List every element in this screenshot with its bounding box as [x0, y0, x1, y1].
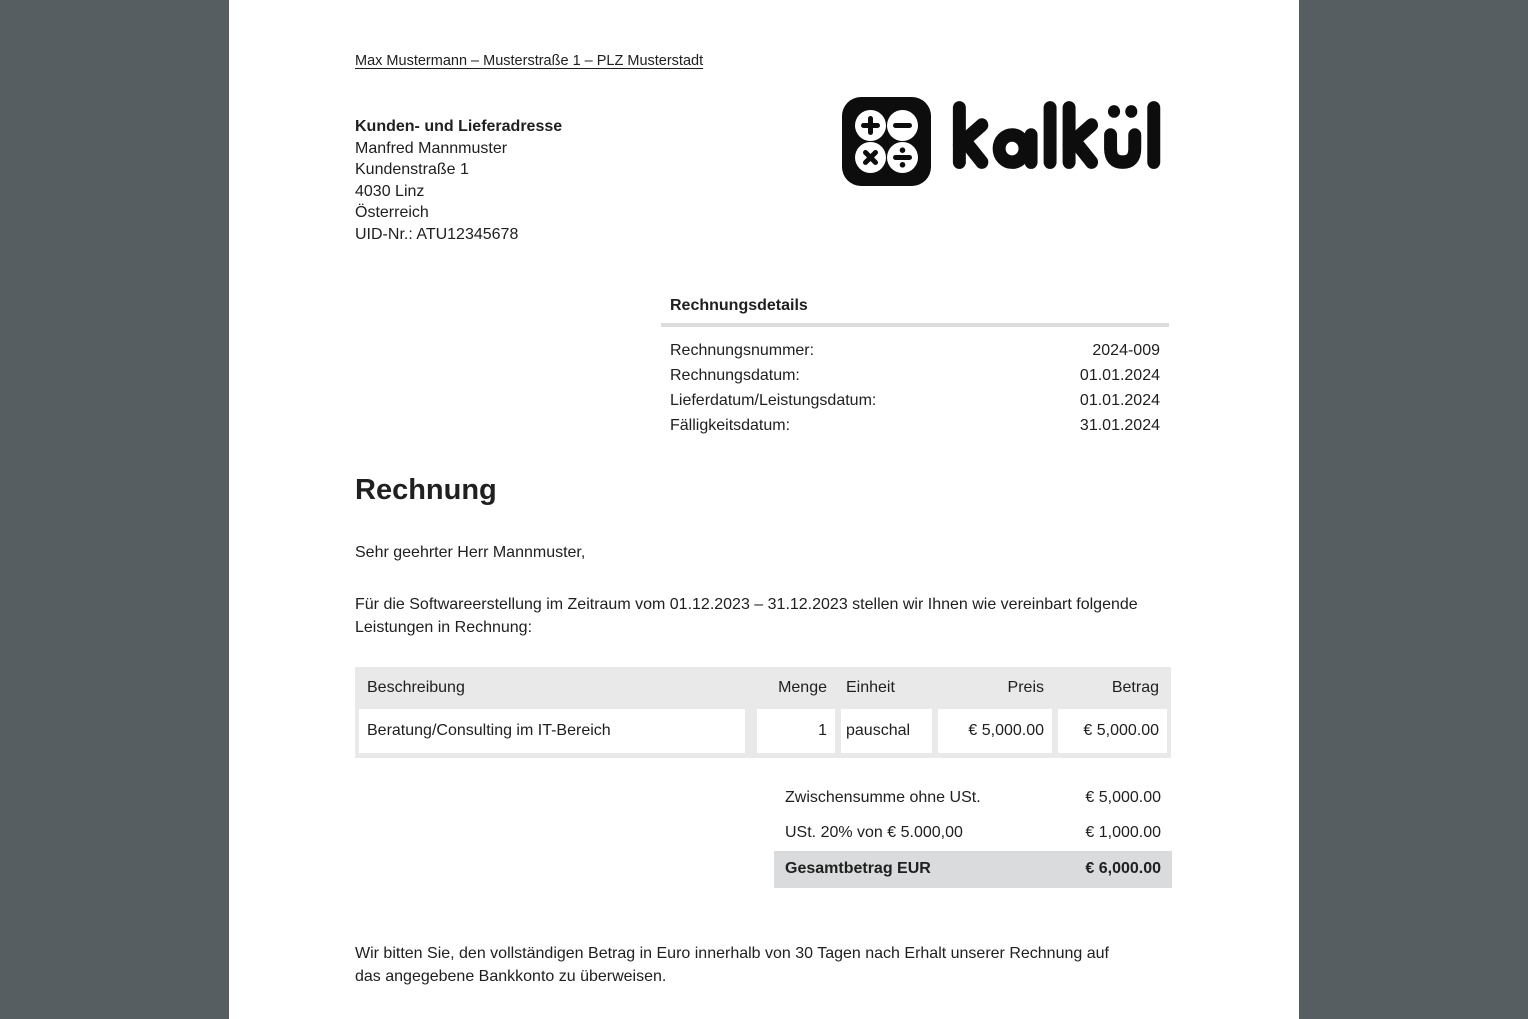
recipient-city: 4030 Linz: [355, 182, 425, 200]
document-title: Rechnung: [355, 473, 497, 506]
payment-terms-paragraph: Wir bitten Sie, den vollständigen Betrag in Euro innerhalb von 30 Tagen nach Erhalt unserer Rechnung auf das angegebene Bankkonto zu überweisen.: [355, 944, 1109, 985]
vat-label: USt. 20% von € 5.000,00: [785, 824, 963, 842]
detail-label: Rechnungsnummer:: [670, 341, 815, 359]
detail-row-invoice-number: [661, 338, 1169, 363]
subtotal-value: € 5,000.00: [1085, 789, 1161, 807]
line-items-header-row: [359, 667, 1167, 709]
line-items-table: [355, 667, 1171, 758]
details-divider: [661, 323, 1169, 327]
grand-total-label: Gesamtbetrag EUR: [785, 860, 931, 878]
recipient-name: Manfred Mannmuster: [355, 139, 508, 157]
sender-line: Max Mustermann – Musterstraße 1 – PLZ Musterstadt: [355, 53, 704, 69]
item-description: Beratung/Consulting im IT-Bereich: [359, 709, 745, 753]
invoice-page: [229, 0, 1299, 1019]
item-quantity: 1: [757, 709, 835, 753]
vat-value: € 1,000.00: [1085, 824, 1161, 842]
header-price: Preis: [1007, 678, 1044, 696]
detail-row-invoice-date: [661, 363, 1169, 388]
header-quantity: Menge: [778, 678, 827, 696]
detail-value: 2024-009: [1092, 341, 1160, 359]
invoice-details-box: [661, 296, 1169, 439]
recipient-heading: Kunden- und Lieferadresse: [355, 118, 563, 135]
detail-row-delivery-date: [661, 388, 1169, 413]
subtotal-label: Zwischensumme ohne USt.: [785, 789, 981, 807]
totals-block: [774, 781, 1172, 888]
detail-value: 01.01.2024: [1079, 366, 1160, 384]
header-amount: Betrag: [1111, 678, 1159, 696]
line-item-row: [359, 709, 1167, 753]
logo-wordmark: [949, 97, 1165, 173]
item-unit: pauschal: [841, 709, 932, 753]
header-unit: Einheit: [846, 678, 895, 696]
item-amount: € 5,000.00: [1058, 709, 1167, 753]
detail-value: 01.01.2024: [1079, 392, 1160, 410]
company-logo: [842, 97, 1165, 186]
detail-label: Fälligkeitsdatum:: [670, 417, 791, 435]
subtotal-row: [774, 781, 1172, 816]
grand-total-row: [774, 851, 1172, 888]
vat-row: [774, 816, 1172, 851]
detail-row-due-date: [661, 413, 1169, 438]
details-rows: [661, 338, 1169, 439]
grand-total-value: € 6,000.00: [1085, 860, 1161, 878]
invoice-details-title: Rechnungsdetails: [670, 296, 808, 314]
header-description: Beschreibung: [367, 678, 465, 696]
detail-value: 31.01.2024: [1079, 417, 1160, 435]
recipient-street: Kundenstraße 1: [355, 161, 469, 179]
recipient-vat-id: UID-Nr.: ATU12345678: [355, 225, 519, 243]
calculator-icon: [842, 97, 931, 186]
recipient-country: Österreich: [355, 204, 429, 222]
intro-paragraph: Für die Softwareerstellung im Zeitraum vom 01.12.2023 – 31.12.2023 stellen wir Ihnen wie vereinbart folgende Leistungen in Rechnung:: [355, 595, 1138, 636]
salutation: Sehr geehrter Herr Mannmuster,: [355, 543, 586, 561]
detail-label: Lieferdatum/Leistungsdatum:: [670, 392, 877, 410]
item-price: € 5,000.00: [938, 709, 1052, 753]
detail-label: Rechnungsdatum:: [670, 366, 800, 384]
